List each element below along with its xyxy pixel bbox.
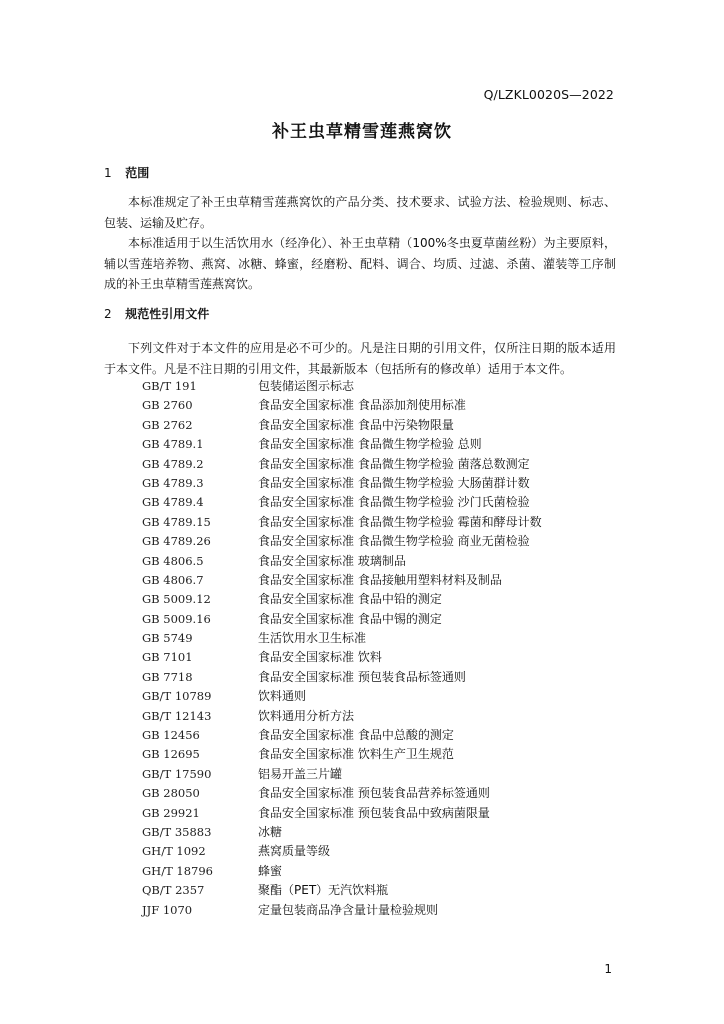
section-2-title: 规范性引用文件: [125, 307, 210, 321]
document-code: Q/LZKL0020S—2022: [483, 87, 614, 102]
reference-code: GB 4806.5: [142, 553, 204, 568]
reference-code: GH/T 1092: [142, 844, 206, 859]
reference-item: [142, 862, 542, 881]
reference-title: 食品安全国家标准 食品接触用塑料材料及制品: [258, 572, 502, 587]
reference-item: [142, 435, 542, 454]
reference-title: 食品安全国家标准 预包装食品标签通则: [258, 669, 466, 684]
reference-item: [142, 901, 542, 920]
reference-title: 饮料通用分析方法: [258, 708, 355, 723]
reference-title: 燕窝质量等级: [258, 844, 331, 859]
reference-title: 食品安全国家标准 预包装食品营养标签通则: [258, 786, 490, 801]
reference-code: QB/T 2357: [142, 883, 205, 898]
reference-item: [142, 707, 542, 726]
reference-title: 食品安全国家标准 食品微生物学检验 商业无菌检验: [258, 534, 530, 549]
page-number: 1: [604, 962, 612, 976]
reference-code: GB/T 10789: [142, 689, 212, 704]
reference-item: [142, 804, 542, 823]
reference-item: [142, 590, 542, 609]
reference-title: 食品安全国家标准 预包装食品中致病菌限量: [258, 805, 490, 820]
reference-title: 食品安全国家标准 玻璃制品: [258, 553, 406, 568]
reference-title: 食品安全国家标准 食品添加剂使用标准: [258, 398, 466, 413]
reference-item: [142, 571, 542, 590]
reference-code: GB 12695: [142, 747, 200, 762]
reference-code: GB 28050: [142, 786, 200, 801]
reference-item: [142, 455, 542, 474]
reference-title: 食品安全国家标准 食品微生物学检验 菌落总数测定: [258, 456, 530, 471]
reference-code: GB 4789.4: [142, 495, 204, 510]
reference-code: GB 7718: [142, 669, 193, 684]
reference-title: 铝易开盖三片罐: [258, 766, 343, 781]
reference-title: 食品安全国家标准 食品中总酸的测定: [258, 728, 454, 743]
reference-code: GB 2760: [142, 398, 193, 413]
reference-title: 食品安全国家标准 食品中污染物限量: [258, 417, 454, 432]
reference-item: [142, 377, 542, 396]
section-2-heading: [104, 305, 209, 322]
reference-title: 食品安全国家标准 饮料: [258, 650, 382, 665]
reference-title: 饮料通则: [258, 689, 307, 704]
reference-title: 食品安全国家标准 食品微生物学检验 沙门氏菌检验: [258, 495, 530, 510]
reference-code: GB 29921: [142, 805, 200, 820]
document-title: 补王虫草精雪莲燕窝饮: [272, 122, 452, 142]
reference-code: GB 5009.12: [142, 592, 211, 607]
reference-item: [142, 648, 542, 667]
reference-item: [142, 610, 542, 629]
reference-code: GB 12456: [142, 728, 200, 743]
reference-item: [142, 881, 542, 900]
reference-item: [142, 416, 542, 435]
reference-item: [142, 532, 542, 551]
reference-item: [142, 745, 542, 764]
reference-item: [142, 687, 542, 706]
reference-item: [142, 668, 542, 687]
section-1-paragraph-2: 本标准适用于以生活饮用水（经净化）、补王虫草精（100%冬虫夏草菌丝粉）为主要原料，辅以雪莲培养物、燕窝、冰糖、蜂蜜，经磨粉、配料、调合、均质、过滤、杀菌、灌装等工序制成的补王虫草精雪莲燕窝饮。: [104, 236, 616, 291]
reference-item: [142, 513, 542, 532]
reference-code: GB 4789.2: [142, 456, 204, 471]
reference-code: GB 4789.15: [142, 514, 211, 529]
reference-code: GB 5749: [142, 631, 193, 646]
section-2-number: 2: [104, 307, 112, 321]
reference-code: GB/T 17590: [142, 766, 212, 781]
reference-list: [142, 377, 542, 920]
reference-item: [142, 784, 542, 803]
reference-item: [142, 474, 542, 493]
reference-code: GB 4789.3: [142, 475, 204, 490]
reference-title: 食品安全国家标准 食品中铅的测定: [258, 592, 442, 607]
reference-code: GH/T 18796: [142, 863, 213, 878]
reference-item: [142, 493, 542, 512]
reference-code: GB 7101: [142, 650, 193, 665]
section-2-intro: 下列文件对于本文件的应用是必不可少的。凡是注日期的引用文件，仅所注日期的版本适用于本文件。凡是不注日期的引用文件，其最新版本（包括所有的修改单）适用于本文件。: [104, 341, 616, 376]
reference-item: [142, 765, 542, 784]
reference-code: GB 4789.26: [142, 534, 211, 549]
reference-code: JJF 1070: [142, 902, 193, 917]
reference-item: [142, 726, 542, 745]
section-1-paragraph-1: 本标准规定了补王虫草精雪莲燕窝饮的产品分类、技术要求、试验方法、检验规则、标志、包装、运输及贮存。: [104, 195, 616, 230]
reference-item: [142, 842, 542, 861]
reference-title: 食品安全国家标准 饮料生产卫生规范: [258, 747, 454, 762]
reference-code: GB/T 191: [142, 379, 197, 393]
reference-title: 食品安全国家标准 食品微生物学检验 霉菌和酵母计数: [258, 514, 542, 529]
reference-code: GB 4806.7: [142, 572, 204, 587]
reference-title: 冰糖: [258, 824, 283, 839]
section-1-number: 1: [104, 166, 112, 180]
reference-item: [142, 396, 542, 415]
reference-item: [142, 629, 542, 648]
section-1-title: 范围: [125, 166, 150, 180]
section-1-heading: [104, 164, 149, 181]
reference-code: GB 4789.1: [142, 437, 204, 452]
reference-title: 食品安全国家标准 食品微生物学检验 大肠菌群计数: [258, 475, 530, 490]
reference-title: 包装储运图示标志: [258, 379, 355, 393]
reference-title: 定量包装商品净含量计量检验规则: [258, 902, 439, 917]
reference-item: [142, 552, 542, 571]
reference-title: 蜂蜜: [258, 863, 283, 878]
reference-title: 聚酯（PET）无汽饮料瓶: [258, 883, 389, 898]
reference-code: GB 5009.16: [142, 611, 211, 626]
reference-title: 食品安全国家标准 食品中锡的测定: [258, 611, 442, 626]
reference-item: [142, 823, 542, 842]
reference-title: 生活饮用水卫生标准: [258, 631, 367, 646]
reference-code: GB 2762: [142, 417, 193, 432]
reference-code: GB/T 12143: [142, 708, 212, 723]
reference-title: 食品安全国家标准 食品微生物学检验 总则: [258, 437, 482, 452]
reference-code: GB/T 35883: [142, 824, 212, 839]
